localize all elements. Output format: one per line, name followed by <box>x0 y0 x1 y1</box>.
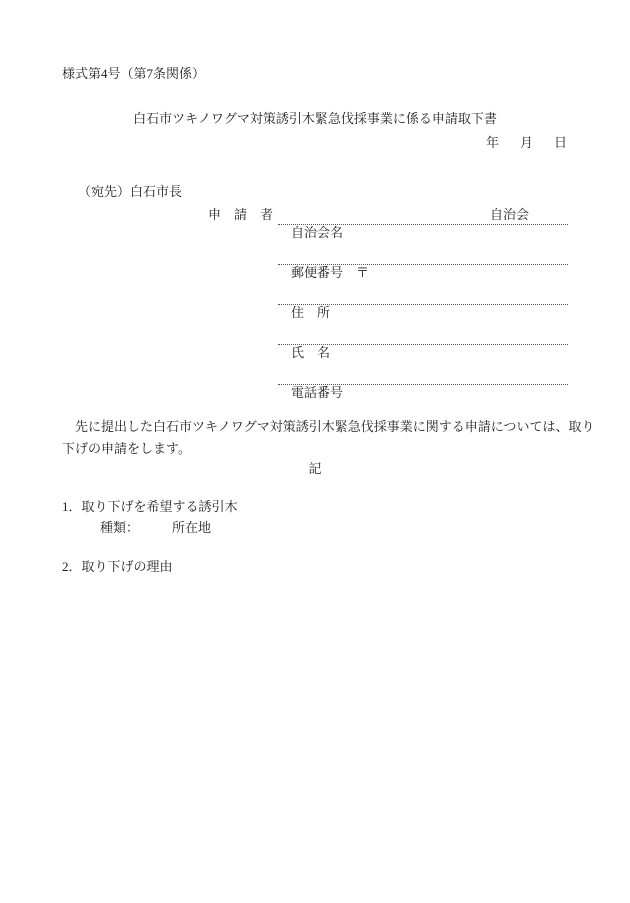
date-day-label: 日 <box>553 135 567 150</box>
field-name-label: 氏 名 <box>291 345 331 360</box>
tree-type-label: 種類： <box>100 520 140 535</box>
form-number: 様式第4号（第7条関係） <box>62 66 206 81</box>
date-month-label: 月 <box>519 135 533 150</box>
section-marker: 記 <box>308 461 322 476</box>
item-1-heading: 1．取り下げを希望する誘引木 <box>62 499 238 514</box>
field-phone-number-label: 電話番号 <box>291 385 344 400</box>
field-name <box>278 326 568 360</box>
date-year-label: 年 <box>485 135 499 150</box>
document-title: 白石市ツキノワグマ対策誘引木緊急伐採事業に係る申請取下書 <box>133 111 497 126</box>
field-postal-code-label: 郵便番号 〒 <box>291 265 370 280</box>
field-address <box>278 286 568 320</box>
field-phone-number <box>278 366 568 400</box>
applicant-label: 申 請 者 <box>208 207 274 222</box>
addressee: （宛先）白石市長 <box>78 184 183 199</box>
date-line <box>486 135 567 151</box>
field-association-name <box>278 206 568 240</box>
field-address-label: 住 所 <box>291 305 331 320</box>
field-association-name-suffix: 自治会 <box>490 207 530 222</box>
tree-location-label: 所在地 <box>172 520 212 535</box>
field-postal-code <box>278 246 568 280</box>
field-association-name-label: 自治会名 <box>291 225 344 240</box>
item-1-sub-fields <box>100 520 211 536</box>
body-paragraph: 先に提出した白石市ツキノワグマ対策誘引木緊急伐採事業に関する申請については、取り下げの申請をします。 <box>62 419 595 456</box>
item-2-heading: 2．取り下げの理由 <box>62 559 173 574</box>
